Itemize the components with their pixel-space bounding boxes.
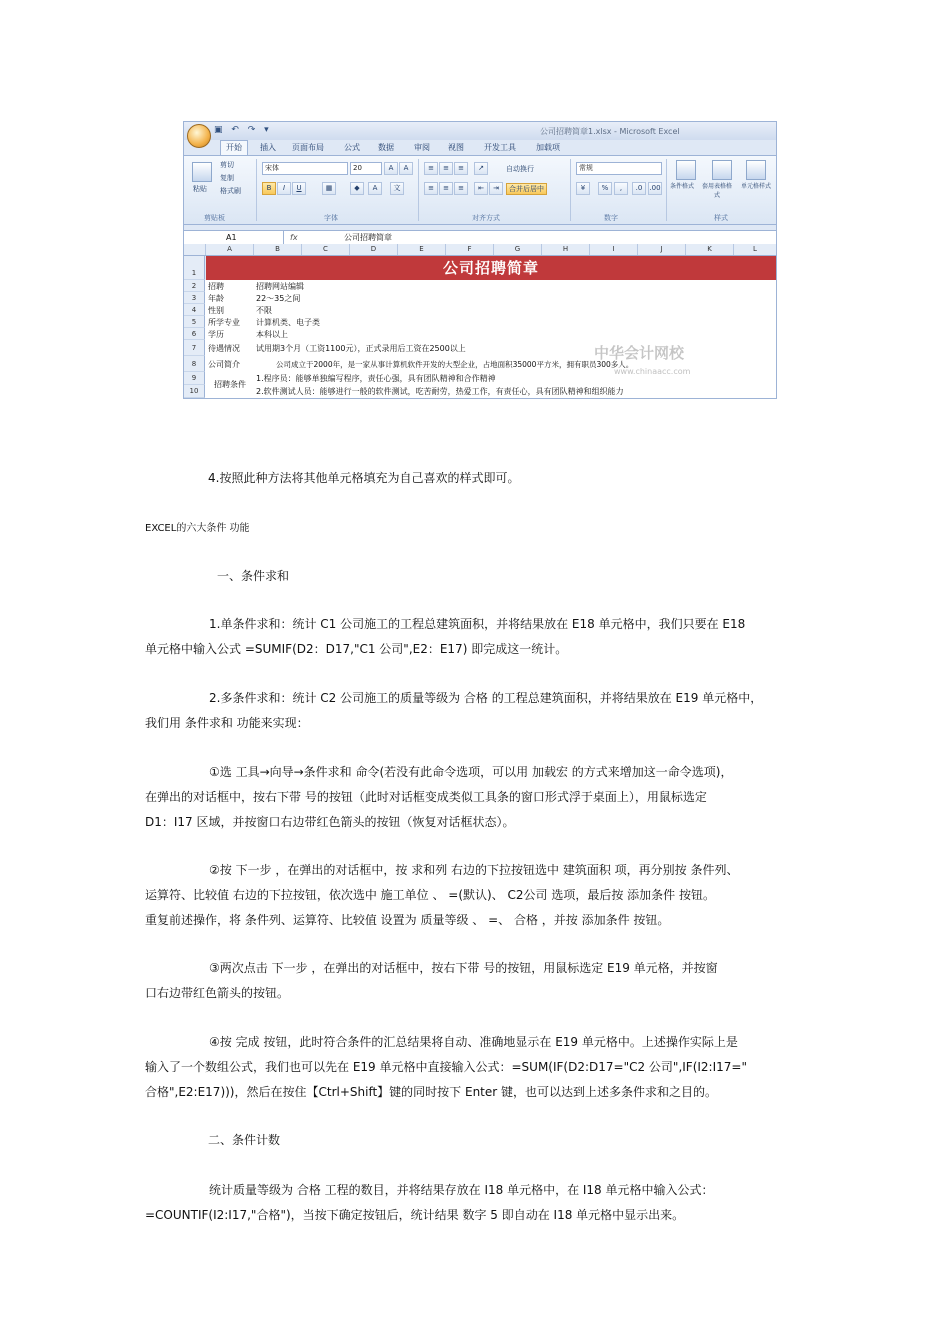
- tab-page-layout[interactable]: 页面布局: [292, 143, 324, 152]
- italic-icon[interactable]: I: [277, 182, 291, 195]
- cell[interactable]: 招聘条件: [214, 380, 246, 389]
- ribbon-tabs: [184, 140, 776, 155]
- cell[interactable]: 学历: [208, 330, 224, 339]
- percent-icon[interactable]: %: [598, 182, 612, 195]
- align-center-icon[interactable]: ≡: [439, 182, 453, 195]
- row-header[interactable]: 2: [184, 280, 205, 292]
- row-header[interactable]: 4: [184, 304, 205, 316]
- column-header[interactable]: C: [302, 244, 350, 255]
- text-line: 在弹出的对话框中，按右下带 号的按钮（此时对话框变成类似工具条的窗口形式浮于桌面上），用鼠标选定: [145, 790, 707, 804]
- shrink-font-icon[interactable]: A: [399, 162, 413, 175]
- cell[interactable]: 不限: [256, 306, 272, 315]
- border-icon[interactable]: ▦: [322, 182, 336, 195]
- text-line: D1：I17 区域，并按窗口右边带红色箭头的按钮（恢复对话框状态）。: [145, 815, 515, 829]
- styles-group-label: 样式: [714, 214, 728, 222]
- text-line: 运算符、比较值 右边的下拉按钮，依次选中 施工单位 、 =(默认)、 C2公司 选项，最后按 添加条件 按钮。: [145, 888, 715, 902]
- text-line: ②按 下一步 ，在弹出的对话框中，按 求和列 右边的下拉按钮选中 建筑面积 项，再分别按 条件列、: [209, 863, 739, 877]
- column-header[interactable]: G: [494, 244, 542, 255]
- watermark: 中华会计网校: [594, 344, 685, 362]
- text-line: 1.单条件求和：统计 C1 公司施工的工程总建筑面积，并将结果放在 E18 单元格中，我们只要在 E18: [209, 617, 746, 631]
- cell[interactable]: 1.程序员：能够单独编写程序，责任心强，具有团队精神和合作精神: [256, 374, 496, 383]
- watermark-url: www.chinaacc.com: [614, 367, 691, 376]
- text-line: 我们用 条件求和 功能来实现：: [145, 716, 309, 730]
- ribbon: [184, 155, 776, 225]
- align-bottom-icon[interactable]: ≡: [454, 162, 468, 175]
- tab-review[interactable]: 审阅: [414, 143, 430, 152]
- column-header[interactable]: I: [590, 244, 638, 255]
- align-right-icon[interactable]: ≡: [454, 182, 468, 195]
- cell[interactable]: 待遇情况: [208, 344, 240, 353]
- text-line: ①选 工具→向导→条件求和 命令(若没有此命令选项，可以用 加载宏 的方式来增加这一命令选项)，: [209, 765, 733, 779]
- row-header[interactable]: 3: [184, 292, 205, 304]
- clipboard-group-label: 剪贴板: [204, 214, 225, 222]
- text-line: 统计质量等级为 合格 工程的数目，并将结果存放在 I18 单元格中，在 I18 单元格中输入公式：: [209, 1183, 714, 1197]
- increase-decimal-icon[interactable]: .0: [632, 182, 646, 195]
- banner-cell[interactable]: 公司招聘简章: [206, 256, 776, 280]
- section-title: EXCEL的六大条件 功能: [145, 523, 250, 534]
- text-line: 合格",E2:E17)))，然后在按住【Ctrl+Shift】键的同时按下 Enter 键，也可以达到上述多条件求和之目的。: [145, 1085, 718, 1099]
- column-header[interactable]: K: [686, 244, 734, 255]
- text-line: 口右边带红色箭头的按钮。: [145, 986, 290, 1000]
- cell[interactable]: 2.软件测试人员：能够进行一般的软件测试，吃苦耐劳，热爱工作，有责任心，具有团队精神和组织能力: [256, 387, 624, 396]
- merge-center-button[interactable]: 合并后居中: [506, 183, 547, 195]
- column-header[interactable]: A: [206, 244, 254, 255]
- column-header[interactable]: E: [398, 244, 446, 255]
- tab-home[interactable]: 开始: [220, 140, 248, 155]
- cell[interactable]: 公司简介: [208, 360, 240, 369]
- row-header[interactable]: 9: [184, 372, 205, 385]
- paragraph-single-condition-sum: [145, 612, 810, 662]
- font-size-combo[interactable]: 20: [350, 162, 382, 175]
- conditional-format-button[interactable]: 条件格式: [670, 183, 695, 190]
- paragraph-conditional-count: [145, 1178, 810, 1228]
- cell[interactable]: 22～35之间: [256, 294, 301, 303]
- row-header[interactable]: 1: [184, 256, 205, 280]
- text-line: =COUNTIF(I2:I17,"合格")，当按下确定按钮后，统计结果 数字 5 即自动在 I18 单元格中显示出来。: [145, 1208, 685, 1222]
- cell-style-button[interactable]: 单元格样式: [740, 183, 771, 190]
- cell-style-icon[interactable]: [746, 160, 766, 180]
- align-left-icon[interactable]: ≡: [424, 182, 438, 195]
- text-line: ④按 完成 按钮，此时符合条件的汇总结果将自动、准确地显示在 E19 单元格中。上述操作实际上是: [209, 1035, 738, 1049]
- underline-icon[interactable]: U: [292, 182, 306, 195]
- decrease-indent-icon[interactable]: ⇤: [474, 182, 488, 195]
- excel-screenshot: [183, 121, 777, 399]
- increase-indent-icon[interactable]: ⇥: [489, 182, 503, 195]
- cell[interactable]: 本科以上: [256, 330, 288, 339]
- text-line: ③两次点击 下一步 ，在弹出的对话框中，按右下带 号的按钮，用鼠标选定 E19 单元格，并按窗: [209, 961, 718, 975]
- quick-access-toolbar[interactable]: ▣ ↶ ↷ ▾: [214, 125, 272, 135]
- alignment-group-label: 对齐方式: [472, 214, 500, 222]
- divider: [418, 159, 419, 221]
- fx-icon[interactable]: fx: [290, 233, 298, 242]
- tab-insert[interactable]: 插入: [260, 143, 276, 152]
- tab-formulas[interactable]: 公式: [344, 143, 360, 152]
- orientation-icon[interactable]: ↗: [474, 162, 488, 175]
- cell[interactable]: 年龄: [208, 294, 224, 303]
- paragraph-step-1: [145, 760, 810, 835]
- paste-icon[interactable]: [192, 162, 212, 182]
- column-header[interactable]: L: [734, 244, 777, 255]
- text-line: 输入了一个数组公式，我们也可以先在 E19 单元格中直接输入公式：=SUM(IF(D2:D17="C2 公司",IF(I2:I17=": [145, 1060, 747, 1074]
- currency-icon[interactable]: ¥: [576, 182, 590, 195]
- column-headers: [184, 244, 776, 256]
- formula-input[interactable]: 公司招聘简章: [344, 233, 392, 242]
- cell[interactable]: 所学专业: [208, 318, 240, 327]
- name-box[interactable]: A1: [184, 231, 284, 244]
- row-header[interactable]: 8: [184, 356, 205, 372]
- column-header[interactable]: F: [446, 244, 494, 255]
- heading-conditional-sum: 一、条件求和: [217, 569, 290, 583]
- table-format-button[interactable]: 套用表格格式: [701, 183, 732, 199]
- bold-icon[interactable]: B: [262, 182, 276, 195]
- format-painter-button[interactable]: 格式刷: [220, 187, 241, 195]
- number-format-combo[interactable]: 常规: [576, 162, 662, 175]
- tab-developer[interactable]: 开发工具: [484, 143, 516, 152]
- cell[interactable]: 招聘网站编辑: [256, 282, 304, 291]
- cell[interactable]: 公司成立于2000年，是一家从事计算机软件开发的大型企业，占地面积35000平方米，拥有职员300多人。: [276, 360, 634, 369]
- comma-icon[interactable]: ,: [614, 182, 628, 195]
- column-header[interactable]: B: [254, 244, 302, 255]
- fill-color-icon[interactable]: ◆: [350, 182, 364, 195]
- conditional-format-icon[interactable]: [676, 160, 696, 180]
- paragraph-step-3: [145, 956, 810, 1006]
- row-header[interactable]: 6: [184, 328, 205, 340]
- font-name-combo[interactable]: 宋体: [262, 162, 348, 175]
- title-bar: [184, 122, 776, 140]
- cell[interactable]: 计算机类、电子类: [256, 318, 320, 327]
- step-4-text: 4.按照此种方法将其他单元格填充为自己喜欢的样式即可。: [208, 471, 520, 485]
- cut-button[interactable]: 剪切: [220, 161, 234, 169]
- text-line: 2.多条件求和：统计 C2 公司施工的质量等级为 合格 的工程总建筑面积，并将结果放在 E19 单元格中，: [209, 691, 763, 705]
- row-header[interactable]: 10: [184, 385, 205, 398]
- copy-button[interactable]: 复制: [220, 174, 234, 182]
- window-title: 公司招聘简章1.xlsx - Microsoft Excel: [540, 127, 680, 136]
- tab-data[interactable]: 数据: [378, 143, 394, 152]
- formula-bar: [184, 230, 776, 245]
- select-all-corner[interactable]: [184, 244, 206, 255]
- row-header[interactable]: 5: [184, 316, 205, 328]
- column-header[interactable]: J: [638, 244, 686, 255]
- row-header[interactable]: 7: [184, 340, 205, 356]
- font-color-icon[interactable]: A: [368, 182, 382, 195]
- decrease-decimal-icon[interactable]: .00: [648, 182, 662, 195]
- align-top-icon[interactable]: ≡: [424, 162, 438, 175]
- column-header[interactable]: D: [350, 244, 398, 255]
- cell[interactable]: 试用期3个月（工资1100元），正式录用后工资在2500以上: [256, 344, 466, 353]
- paragraph-step-4: [145, 1030, 810, 1105]
- paragraph-step-2: [145, 858, 810, 933]
- grow-font-icon[interactable]: A: [384, 162, 398, 175]
- wrap-text-button[interactable]: 自动换行: [506, 165, 534, 173]
- divider: [256, 159, 257, 221]
- heading-conditional-count: 二、条件计数: [208, 1133, 281, 1147]
- text-line: 重复前述操作，将 条件列、运算符、比较值 设置为 质量等级 、 =、 合格 ，并按 添加条件 按钮。: [145, 913, 670, 927]
- font-group-label: 字体: [324, 214, 338, 222]
- divider: [570, 159, 571, 221]
- paste-button[interactable]: 粘贴: [193, 185, 207, 193]
- divider: [666, 159, 667, 221]
- text-line: 单元格中输入公式 =SUMIF(D2：D17,"C1 公司",E2：E17) 即完成这一统计。: [145, 642, 568, 656]
- phonetic-icon[interactable]: 文: [390, 182, 404, 195]
- cell[interactable]: 性别: [208, 306, 224, 315]
- tab-view[interactable]: 视图: [448, 143, 464, 152]
- tab-addins[interactable]: 加载项: [536, 143, 560, 152]
- cell[interactable]: 招聘: [208, 282, 224, 291]
- number-group-label: 数字: [604, 214, 618, 222]
- align-middle-icon[interactable]: ≡: [439, 162, 453, 175]
- paragraph-multi-condition-sum: [145, 686, 810, 736]
- table-format-icon[interactable]: [712, 160, 732, 180]
- column-header[interactable]: H: [542, 244, 590, 255]
